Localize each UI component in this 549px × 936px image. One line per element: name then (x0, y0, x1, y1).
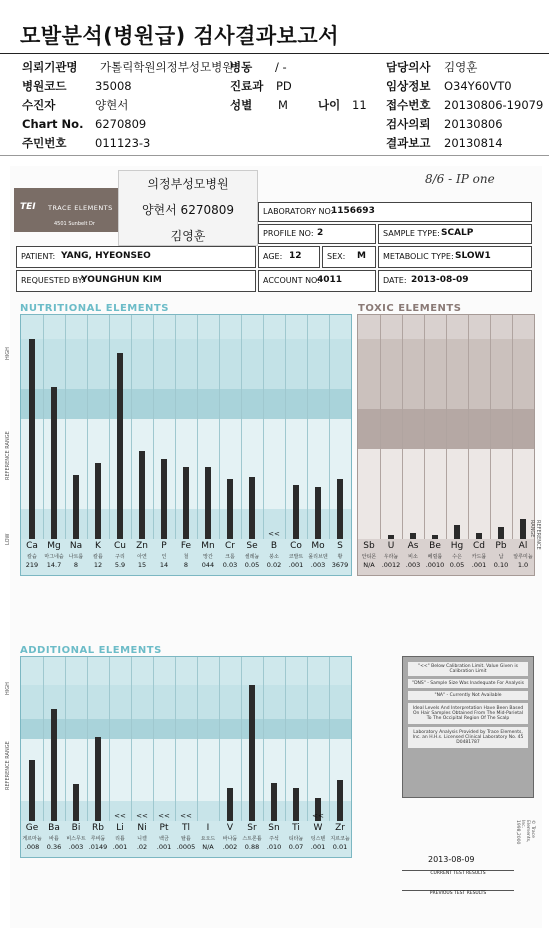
element-value: 0.88 (244, 843, 260, 851)
element-korean-name: 주석 (269, 836, 279, 842)
header-label: 나이 (318, 98, 341, 112)
header-value: 가톨릭학원의정부성모병원 (100, 60, 234, 74)
element-value: 14.7 (46, 561, 62, 569)
element-value: .02 (136, 843, 148, 851)
header-label: 주민번호 (22, 136, 67, 150)
title-divider (0, 53, 549, 54)
additional-chart (20, 656, 352, 858)
metabolic-value: SLOW1 (455, 251, 491, 261)
element-symbol: Mg (47, 541, 61, 551)
element-value: .003 (405, 561, 421, 569)
range-band (21, 389, 351, 419)
element-symbol: Ni (137, 823, 147, 833)
age-label: AGE: (263, 252, 283, 261)
element-korean-name: 납 (498, 554, 504, 560)
element-value: 1.0 (517, 561, 529, 569)
column-divider (153, 657, 154, 821)
column-divider (285, 657, 286, 821)
patient-header (0, 55, 549, 153)
element-korean-name: 마그네슘 (44, 554, 64, 560)
nutri-axis-low: LOW (5, 533, 11, 545)
copyright: © Trace Elements, Inc. 1998,2000 (515, 820, 535, 845)
bar-p (161, 459, 167, 539)
header-value: 20130806-19079 (444, 98, 544, 112)
nutri-axis-ref: REFERENCE RANGE (5, 431, 11, 480)
element-value: .0005 (176, 843, 196, 851)
element-symbol: Fe (180, 541, 192, 551)
bar-cd (476, 533, 482, 539)
element-korean-name: 구리 (115, 554, 125, 560)
bar-ba (51, 709, 57, 821)
bar-na (73, 475, 79, 539)
element-korean-name: 바륨 (49, 836, 59, 842)
element-symbol: Se (246, 541, 258, 551)
column-divider (87, 315, 88, 539)
column-divider (175, 315, 176, 539)
element-korean-name: 베릴륨 (427, 554, 443, 560)
bar-mo (315, 487, 321, 539)
column-divider (380, 315, 381, 539)
element-symbol: Zn (136, 541, 148, 551)
column-divider (446, 315, 447, 539)
note-lab: Laboratory Analysis Provided by Trace Elements, Inc. an H.H.s. Licensed Clinical Laboratory No. 45 D0481787 (408, 727, 528, 748)
bar-rb (95, 737, 101, 821)
note-dns: "DNS" - Sample Size Was Inadequate For Analysis (408, 679, 528, 688)
element-korean-name: 수은 (452, 554, 462, 560)
element-korean-name: 나트륨 (68, 554, 84, 560)
account-box (258, 270, 376, 292)
element-value: .003 (68, 843, 84, 851)
element-korean-name: 리튬 (115, 836, 125, 842)
column-divider (307, 657, 308, 821)
element-korean-name: 우라늄 (383, 554, 399, 560)
header-value: 20130806 (444, 117, 503, 131)
element-value: .0149 (88, 843, 108, 851)
element-value: 0.03 (222, 561, 238, 569)
column-divider (131, 657, 132, 821)
header-value: 20130814 (444, 136, 503, 150)
column-divider (153, 315, 154, 539)
column-divider (197, 657, 198, 821)
element-symbol: Pb (495, 541, 507, 551)
profile-box (258, 224, 376, 244)
header-label: 담당의사 (386, 60, 431, 74)
account-value: 4011 (317, 275, 343, 285)
element-symbol: Tl (182, 823, 190, 833)
element-korean-name: 비스무트 (66, 836, 86, 842)
element-value: .001 (310, 843, 326, 851)
bar-sr (249, 685, 255, 821)
column-divider (131, 315, 132, 539)
footer-date: 2013-08-09 (428, 855, 475, 864)
element-symbol: Ge (25, 823, 39, 833)
column-divider (109, 315, 110, 539)
sample-type-label: SAMPLE TYPE: (383, 229, 440, 238)
range-band (21, 339, 351, 389)
column-divider (241, 315, 242, 539)
header-value: 김영훈 (444, 60, 478, 74)
patient-label: PATIENT: (21, 252, 56, 261)
element-korean-name: 크롬 (225, 554, 235, 560)
element-korean-name: 아연 (137, 554, 147, 560)
header-value: M (278, 98, 288, 112)
element-korean-name: 티타늄 (288, 836, 304, 842)
element-value: .001 (156, 843, 172, 851)
column-divider (197, 315, 198, 539)
lab-no-box (258, 202, 532, 222)
bar-zn (139, 451, 145, 539)
bar-ti (293, 788, 299, 821)
element-symbol: K (95, 541, 101, 551)
element-symbol: V (226, 823, 234, 833)
stamp-hospital: 의정부성모병원 (147, 177, 229, 191)
below-limit-marker: << (158, 812, 170, 820)
column-divider (241, 657, 242, 821)
element-value: 0.05 (449, 561, 465, 569)
element-symbol: U (387, 541, 395, 551)
element-korean-name: 스트론튬 (242, 836, 262, 842)
column-divider (468, 315, 469, 539)
below-limit-marker: << (114, 812, 126, 820)
stamp-patient: 양현서 6270809 (141, 203, 235, 217)
element-symbol: Ti (292, 823, 300, 833)
element-symbol: Sn (268, 823, 280, 833)
below-limit-marker: << (268, 530, 280, 538)
note-na: "NA" - Currently Not Available (408, 691, 528, 700)
header-label: 결과보고 (386, 136, 431, 150)
bar-co (293, 485, 299, 539)
element-symbol: W (313, 823, 323, 833)
header-value: 양현서 (95, 98, 129, 112)
nutri-axis-high: HIGH (5, 347, 11, 360)
bar-zr (337, 780, 343, 821)
stamp-doctor: 김영훈 (170, 229, 206, 243)
element-korean-name: 인 (161, 554, 167, 560)
element-value: 0.02 (266, 561, 282, 569)
bar-v (227, 788, 233, 821)
sex-value: M (357, 251, 366, 261)
date-value: 2013-08-09 (411, 275, 469, 285)
element-korean-name: 칼슘 (27, 554, 37, 560)
column-divider (263, 315, 264, 539)
nutritional-title: NUTRITIONAL ELEMENTS (20, 303, 169, 314)
column-divider (175, 657, 176, 821)
lab-no-label: LABORATORY NO: (263, 207, 334, 216)
column-divider (329, 657, 330, 821)
header-value: 011123-3 (95, 136, 151, 150)
bar-fe (183, 467, 189, 539)
element-value: 12 (93, 561, 103, 569)
element-value: .001 (288, 561, 304, 569)
element-symbol: S (337, 541, 343, 551)
lab-no-value: 1156693 (331, 206, 375, 216)
bar-bi (73, 784, 79, 821)
element-korean-name: 텅스텐 (310, 836, 326, 842)
element-value: 8 (73, 561, 79, 569)
requested-value: YOUNGHUN KIM (81, 275, 162, 285)
element-korean-name: 코발트 (288, 554, 304, 560)
header-value: / - (275, 60, 287, 74)
element-korean-name: 망간 (203, 554, 213, 560)
element-symbol: Pt (159, 823, 169, 833)
element-value: .001 (112, 843, 128, 851)
element-korean-name: 칼륨 (93, 554, 103, 560)
header-label: Chart No. (22, 117, 84, 131)
element-value: .008 (24, 843, 40, 851)
profile-label: PROFILE NO: (263, 229, 314, 238)
date-box (378, 270, 532, 292)
column-divider (263, 657, 264, 821)
sex-box (322, 246, 376, 268)
addl-axis-high: HIGH (5, 682, 11, 695)
handwritten-note: 8/6 - IP one (425, 172, 495, 186)
element-korean-name: 바나듐 (222, 836, 238, 842)
column-divider (307, 315, 308, 539)
header-label: 성별 (230, 98, 253, 112)
element-value: .003 (310, 561, 326, 569)
header-value: PD (276, 79, 292, 93)
sample-type-value: SCALP (441, 228, 474, 238)
legend-notes (402, 656, 534, 798)
bar-al (520, 519, 526, 539)
element-value: .0012 (381, 561, 401, 569)
element-symbol: Na (69, 541, 83, 551)
column-divider (219, 657, 220, 821)
additional-title: ADDITIONAL ELEMENTS (20, 645, 162, 656)
header-value: 11 (352, 98, 367, 112)
element-symbol: Mn (201, 541, 215, 551)
element-value: 0.10 (493, 561, 509, 569)
bar-ge (29, 760, 35, 821)
element-value: 14 (159, 561, 169, 569)
header-value: 6270809 (95, 117, 147, 131)
element-symbol: Cd (473, 541, 485, 551)
column-divider (65, 657, 66, 821)
bar-mn (205, 467, 211, 539)
element-symbol: Cr (225, 541, 235, 551)
hospital-stamp (118, 170, 258, 246)
element-symbol: Zr (335, 823, 345, 833)
element-value: 3679 (331, 561, 349, 569)
element-value: .0010 (425, 561, 445, 569)
element-value: 0.36 (46, 843, 62, 851)
date-label: DATE: (383, 276, 407, 285)
bar-as (410, 533, 416, 539)
header-value: O34Y60VT0 (444, 79, 512, 93)
element-korean-name: 황 (337, 554, 343, 560)
toxic-axis-ref: REFERENCE RANGE (529, 520, 541, 550)
bar-k (95, 463, 101, 539)
report-title: 모발분석(병원급) 검사결과보고서 (20, 24, 340, 48)
column-divider (512, 315, 513, 539)
below-limit-marker: << (312, 812, 324, 820)
footer-previous: PREVIOUS TEST RESULTS (402, 890, 514, 896)
element-korean-name: 안티몬 (361, 554, 377, 560)
element-korean-name: 비소 (408, 554, 418, 560)
nutritional-chart (20, 314, 352, 576)
bar-cr (227, 479, 233, 539)
below-limit-marker: << (180, 812, 192, 820)
element-symbol: Co (290, 541, 302, 551)
element-value: N/A (202, 843, 214, 851)
element-symbol: Hg (450, 541, 464, 551)
bar-cu (117, 353, 123, 539)
header-label: 접수번호 (386, 98, 431, 112)
element-symbol: Sr (247, 823, 257, 833)
column-divider (65, 315, 66, 539)
metabolic-label: METABOLIC TYPE: (383, 252, 454, 261)
bar-sn (271, 783, 277, 821)
profile-value: 2 (317, 228, 324, 238)
header-label: 진료과 (230, 79, 264, 93)
column-divider (424, 315, 425, 539)
logo-mark: TEI (20, 202, 36, 212)
element-symbol: P (161, 541, 167, 551)
column-divider (351, 657, 352, 821)
bar-pb (498, 527, 504, 539)
header-label: 수진자 (22, 98, 56, 112)
header-label: 병원코드 (22, 79, 67, 93)
age-value: 12 (289, 251, 302, 261)
element-korean-name: 게르마늄 (22, 836, 42, 842)
header-divider (0, 155, 549, 156)
element-korean-name: 붕소 (269, 554, 279, 560)
element-symbol: As (407, 541, 419, 551)
element-korean-name: 알루미늄 (513, 554, 533, 560)
element-korean-name: 루비듐 (90, 836, 106, 842)
element-korean-name: 니켈 (137, 836, 147, 842)
column-divider (219, 315, 220, 539)
element-korean-name: 지르코늄 (330, 836, 350, 842)
column-divider (43, 657, 44, 821)
bar-be (432, 535, 438, 539)
bar-u (388, 535, 394, 539)
header-value: 35008 (95, 79, 132, 93)
sex-label: SEX: (327, 252, 346, 261)
element-value: .002 (222, 843, 238, 851)
below-limit-marker: << (136, 812, 148, 820)
element-symbol: Bi (71, 823, 81, 833)
element-symbol: Cu (114, 541, 126, 551)
note-ideal: Ideal Levels And Interpretation Have Been Based On Hair Samples Obtained From The Mid-Parietal To The Occipital Region Of The Scalp (408, 703, 528, 724)
range-band (21, 685, 351, 719)
element-korean-name: 카드뮴 (471, 554, 487, 560)
trace-elements-logo (14, 188, 126, 232)
element-symbol: Sb (363, 541, 375, 551)
element-korean-name: 철 (183, 554, 189, 560)
column-divider (109, 657, 110, 821)
toxic-chart (357, 314, 535, 576)
patient-value: YANG, HYEONSEO (61, 251, 151, 261)
account-label: ACCOUNT NO: (263, 276, 320, 285)
bar-hg (454, 525, 460, 539)
element-value: 0.01 (332, 843, 348, 851)
note-calibration: "<<" Below Calibration Limit. Value Given is Calibration Limit (408, 662, 528, 676)
logo-address: 4501 Sunbelt Dr (54, 221, 95, 227)
element-korean-name: 탈륨 (181, 836, 191, 842)
sample-type-box (378, 224, 532, 244)
element-value: 0.07 (288, 843, 304, 851)
element-value: .010 (266, 843, 282, 851)
patient-box (16, 246, 256, 268)
element-symbol: Ba (48, 823, 60, 833)
bar-ca (29, 339, 35, 539)
element-value: .001 (471, 561, 487, 569)
header-label: 임상정보 (386, 79, 431, 93)
element-symbol: Be (429, 541, 441, 551)
logo-text: TRACE ELEMENTS (48, 204, 113, 212)
header-label: 검사의뢰 (386, 117, 431, 131)
element-value: N/A (363, 561, 375, 569)
element-symbol: Mo (311, 541, 325, 551)
range-band (21, 719, 351, 739)
column-divider (285, 315, 286, 539)
header-label: 의뢰기관명 (22, 60, 78, 74)
element-symbol: Rb (92, 823, 104, 833)
footer-current: CURRENT TEST RESULTS (402, 870, 514, 876)
element-korean-name: 백금 (159, 836, 169, 842)
element-symbol: Al (518, 541, 528, 551)
column-divider (87, 657, 88, 821)
toxic-title: TOXIC ELEMENTS (358, 303, 462, 314)
bar-s (337, 479, 343, 539)
element-symbol: Ca (26, 541, 38, 551)
element-value: 219 (25, 561, 39, 569)
element-symbol: I (206, 823, 210, 833)
requested-label: REQUESTED BY: (21, 276, 85, 285)
bar-mg (51, 387, 57, 539)
age-box (258, 246, 320, 268)
element-value: 044 (201, 561, 215, 569)
metabolic-box (378, 246, 532, 268)
column-divider (490, 315, 491, 539)
element-value: 5.9 (114, 561, 126, 569)
column-divider (351, 315, 352, 539)
element-korean-name: 요오드 (200, 836, 216, 842)
column-divider (534, 315, 535, 539)
range-band (21, 739, 351, 800)
element-korean-name: 셀레늄 (244, 554, 260, 560)
requested-box (16, 270, 256, 292)
column-divider (43, 315, 44, 539)
element-value: 0.05 (244, 561, 260, 569)
column-divider (329, 315, 330, 539)
element-symbol: B (270, 541, 278, 551)
element-korean-name: 몰리브덴 (308, 554, 328, 560)
header-label: 병동 (230, 60, 253, 74)
addl-axis-ref: REFERENCE RANGE (5, 741, 11, 790)
bar-se (249, 477, 255, 539)
element-symbol: Li (116, 823, 124, 833)
element-value: 15 (137, 561, 147, 569)
element-value: 8 (183, 561, 189, 569)
column-divider (402, 315, 403, 539)
